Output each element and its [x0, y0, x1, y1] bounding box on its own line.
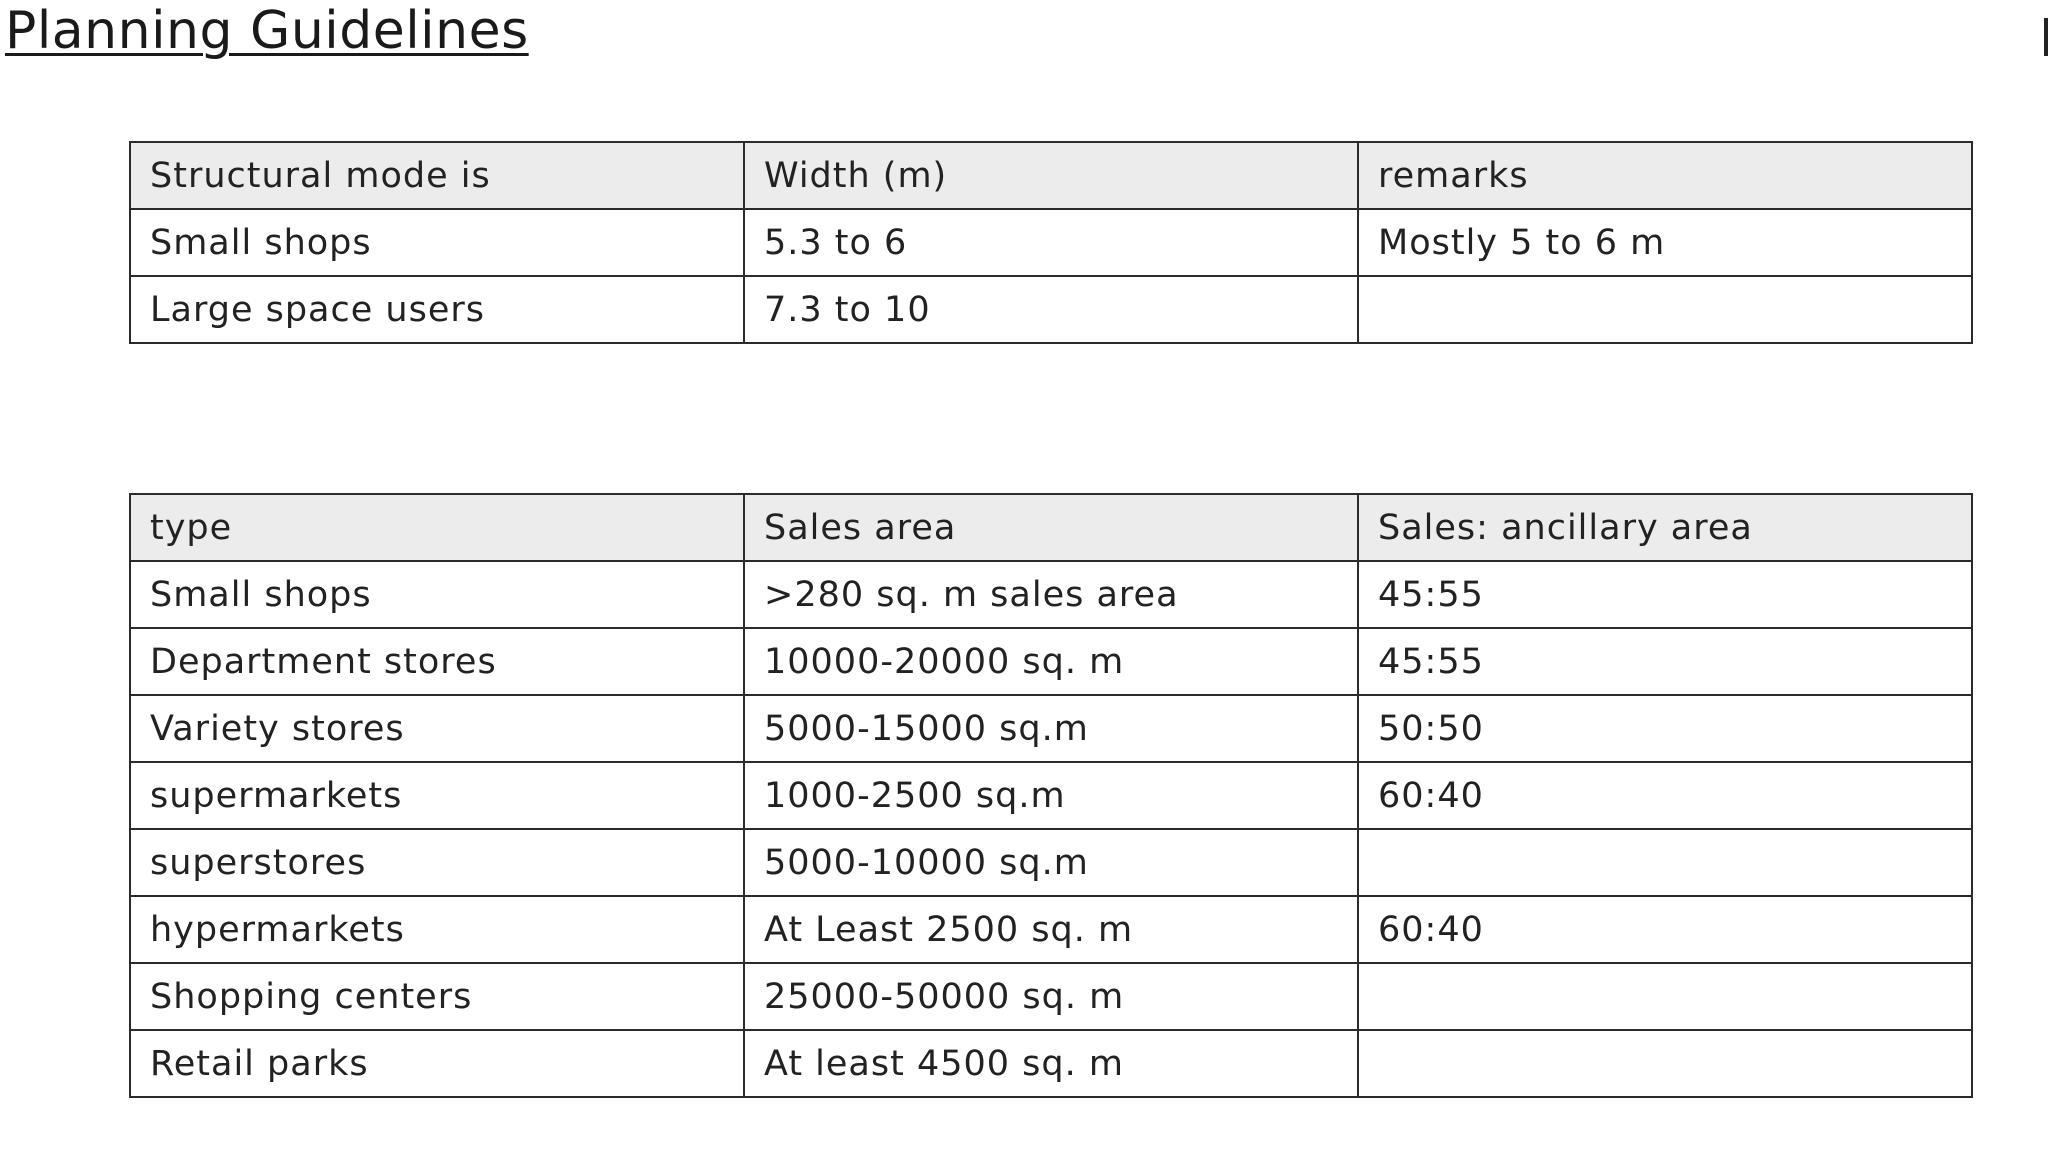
- table-header-row: [130, 142, 1972, 209]
- table-row: [130, 276, 1972, 343]
- table-row: [130, 561, 1972, 628]
- table-cell: 25000-50000 sq. m: [744, 963, 1358, 1030]
- table-cell: [1358, 1030, 1972, 1097]
- table-row: [130, 963, 1972, 1030]
- table-cell: At Least 2500 sq. m: [744, 896, 1358, 963]
- table-row: [130, 695, 1972, 762]
- table-header-row: [130, 494, 1972, 561]
- table-cell: 10000-20000 sq. m: [744, 628, 1358, 695]
- table-row: [130, 829, 1972, 896]
- header-cell: remarks: [1358, 142, 1972, 209]
- table-cell: 7.3 to 10: [744, 276, 1358, 343]
- structural-mode-table: [129, 141, 1973, 344]
- table-cell: Small shops: [130, 561, 744, 628]
- table-cell: hypermarkets: [130, 896, 744, 963]
- table-row: [130, 896, 1972, 963]
- header-cell: type: [130, 494, 744, 561]
- table-cell: 60:40: [1358, 762, 1972, 829]
- table-row: [130, 209, 1972, 276]
- table-row: [130, 762, 1972, 829]
- table-row: [130, 1030, 1972, 1097]
- header-cell: Structural mode is: [130, 142, 744, 209]
- table-cell: 45:55: [1358, 628, 1972, 695]
- table-cell: Large space users: [130, 276, 744, 343]
- table-cell: 5.3 to 6: [744, 209, 1358, 276]
- table-cell: 50:50: [1358, 695, 1972, 762]
- table-cell: superstores: [130, 829, 744, 896]
- header-cell: Sales: ancillary area: [1358, 494, 1972, 561]
- table-cell: 60:40: [1358, 896, 1972, 963]
- page-title: Planning Guidelines: [5, 1, 529, 61]
- table-cell: [1358, 829, 1972, 896]
- table-cell: [1358, 963, 1972, 1030]
- table-cell: Mostly 5 to 6 m: [1358, 209, 1972, 276]
- header-cell: Sales area: [744, 494, 1358, 561]
- table-cell: Retail parks: [130, 1030, 744, 1097]
- table-cell: Department stores: [130, 628, 744, 695]
- table-row: [130, 628, 1972, 695]
- table-cell: Shopping centers: [130, 963, 744, 1030]
- table-cell: Variety stores: [130, 695, 744, 762]
- table-cell: Small shops: [130, 209, 744, 276]
- table-cell: 1000-2500 sq.m: [744, 762, 1358, 829]
- table-cell: 5000-15000 sq.m: [744, 695, 1358, 762]
- edge-marker: [2044, 18, 2048, 56]
- table-cell: [1358, 276, 1972, 343]
- table-cell: supermarkets: [130, 762, 744, 829]
- table-cell: 45:55: [1358, 561, 1972, 628]
- store-type-table: [129, 493, 1973, 1098]
- table-cell: 5000-10000 sq.m: [744, 829, 1358, 896]
- header-cell: Width (m): [744, 142, 1358, 209]
- table-cell: >280 sq. m sales area: [744, 561, 1358, 628]
- table-cell: At least 4500 sq. m: [744, 1030, 1358, 1097]
